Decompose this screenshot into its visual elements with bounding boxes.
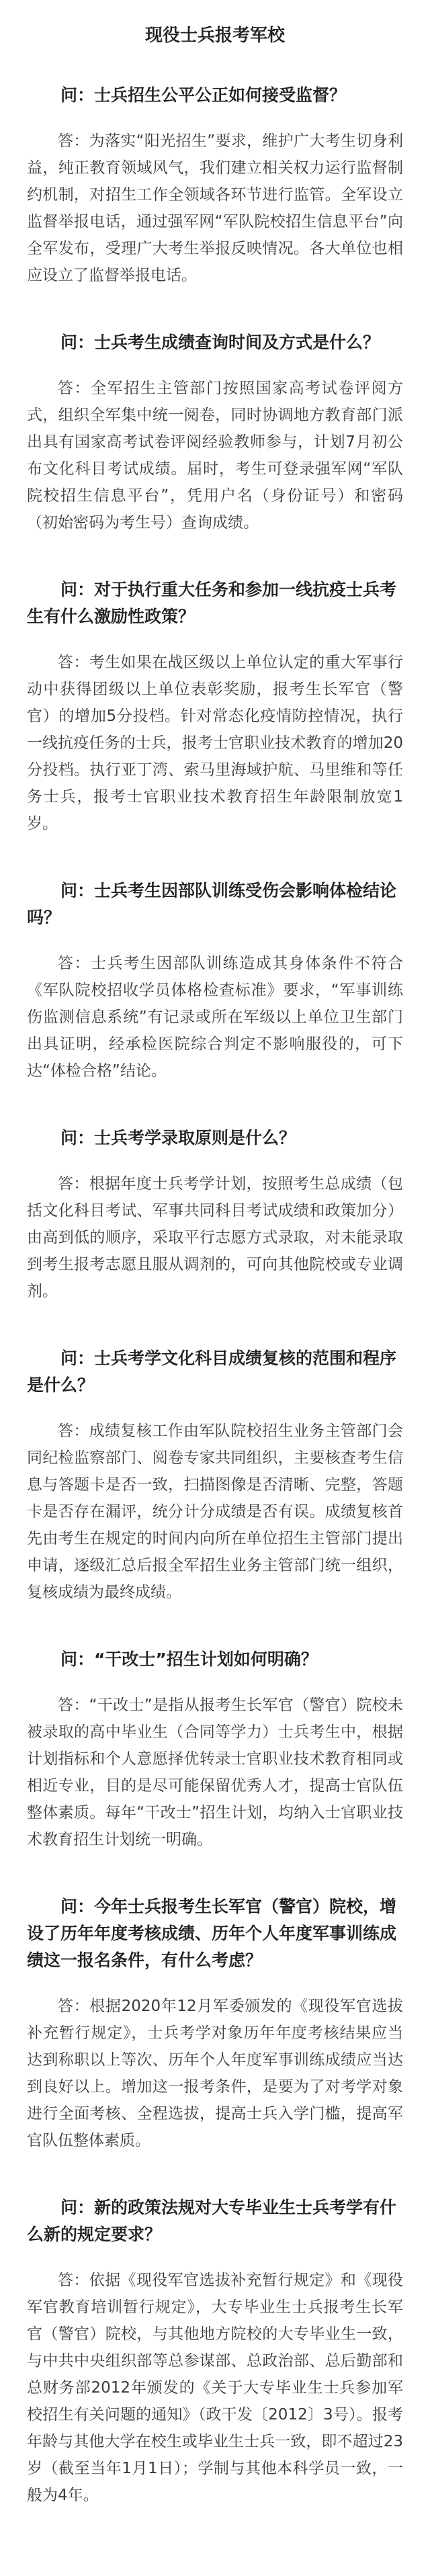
question-text: 问：今年士兵报考生长军官（警官）院校，增设了历年年度考核成绩、历年个人年度军事训练成绩这一报名条件，有什么考虑？ — [27, 1897, 397, 1970]
answer-text: 答：士兵考生因部队训练造成其身体条件不符合《军队院校招收学员体格检查标准》要求，“军事训练伤监测信息系统”有记录或所在军级以上单位卫生部门出具证明，经承检医院综合判定不影响服役的，可下达“体检合格”结论。 — [27, 955, 403, 1080]
question-text: 问：对于执行重大任务和参加一线抗疫士兵考生有什么激励性政策？ — [27, 580, 397, 626]
question-text: 问：“干改士”招生计划如何明确？ — [60, 1649, 318, 1669]
answer-text: 答：根据2020年12月军委颁发的《现役军官选拔补充暂行规定》，士兵考学对象历年年度考核结果应当达到称职以上等次、历年个人年度军事训练成绩应当达到良好以上。增加这一报考条件，是要为了对考学对象进行全面考核、全程选拔，提高士兵入学门槛，提高军官队伍整体素质。 — [27, 1998, 403, 2149]
page-title: 现役士兵报考军校 — [144, 26, 285, 46]
answer-text: 答：成绩复核工作由军队院校招生业务主管部门会同纪检监察部门、阅卷专家共同组织，主要核查考生信息与答题卡是否一致，扫描图像是否清晰、完整，答题卡是否存在漏评，统分计分成绩是否有误。成绩复核首先由考生在规定的时间内向所在单位招生主管部门提出申请，逐级汇总后报全军招生业务主管部门统一组织，复核成绩为最终成绩。 — [27, 1422, 403, 1601]
qa-item — [27, 576, 403, 837]
question-text: 问：士兵考学文化科目成绩复核的范围和程序是什么？ — [27, 1348, 397, 1395]
qa-item — [27, 1345, 403, 1606]
answer-text: 答：依据《现役军官选拔补充暂行规定》和《现役军官教育培训暂行规定》，大专毕业生士兵报考生长军官（警官）院校，与其他地方院校的大专毕业生一致，与中共中央组织部等总参谋部、总政治部、总后勤部和总财务部2012年颁发的《关于大专毕业生士兵参加军校招生有关问题的通知》（政干发〔2012〕3号）。报考年龄与其他大学在校生或毕业生士兵一致，即不超过23岁（截至当年1月1日）；学制与其他本科学员一致，一般为4年。 — [27, 2272, 403, 2504]
answer-text: 答：“干改士”是指从报考生长军官（警官）院校未被录取的高中毕业生（合同等学力）士兵考生中，根据计划指标和个人意愿择优转录士官职业技术教育相同或相近专业，目的是尽可能保留优秀人才，提高士官队伍整体素质。每年“干改士”招生计划，均纳入士官职业技术教育招生计划统一明确。 — [27, 1697, 403, 1848]
question-text: 问：士兵考学录取原则是什么？ — [60, 1128, 296, 1148]
qa-item — [27, 1125, 403, 1305]
answer-text: 答：考生如果在战区级以上单位认定的重大军事行动中获得团级以上单位表彰奖励，报考生长军官（警官）的增加5分投档。针对常态化疫情防控情况，执行一线抗疫任务的士兵，报考士官职业技术教育的增加20分投档。执行亚丁湾、索马里海域护航、马里维和等任务士兵，报考士官职业技术教育招生年龄限制放宽1岁。 — [27, 654, 403, 832]
question-text: 问：士兵招生公平公正如何接受监督？ — [60, 85, 347, 105]
answer-text: 答：全军招生主管部门按照国家高考试卷评阅方式，组织全军集中统一阅卷，同时协调地方教育部门派出具有国家高考试卷评阅经验教师参与，计划7月初公布文化科目考试成绩。届时，考生可登录强军网“军队院校招生信息平台”，凭用户名（身份证号）和密码（初始密码为考生号）查询成绩。 — [27, 380, 403, 531]
qa-item — [27, 2194, 403, 2509]
qa-item — [27, 1646, 403, 1853]
question-text: 问：士兵考生成绩查询时间及方式是什么？ — [60, 333, 380, 352]
answer-text: 答：为落实“阳光招生”要求，维护广大考生切身利益，纯正教育领域风气，我们建立相关权力运行监督制约机制，对招生工作全领域各环节进行监管。全军设立监督举报电话，通过强军网“军队院校招生信息平台”向全军发布，受理广大考生举报反映情况。各大单位也相应设立了监督举报电话。 — [27, 132, 403, 284]
qa-item — [27, 1893, 403, 2154]
answer-text: 答：根据年度士兵考学计划，按照考生总成绩（包括文化科目考试、军事共同科目考试成绩和政策加分）由高到低的顺序，采取平行志愿方式录取，对未能录取到考生报考志愿且服从调剂的，可向其他院校或专业调剂。 — [27, 1175, 403, 1300]
question-text: 问：士兵考生因部队训练受伤会影响体检结论吗？ — [27, 881, 397, 927]
qa-item — [27, 329, 403, 536]
qa-item — [27, 877, 403, 1084]
qa-item — [27, 82, 403, 289]
question-text: 问：新的政策法规对大专毕业生士兵考学有什么新的规定要求？ — [27, 2198, 397, 2244]
